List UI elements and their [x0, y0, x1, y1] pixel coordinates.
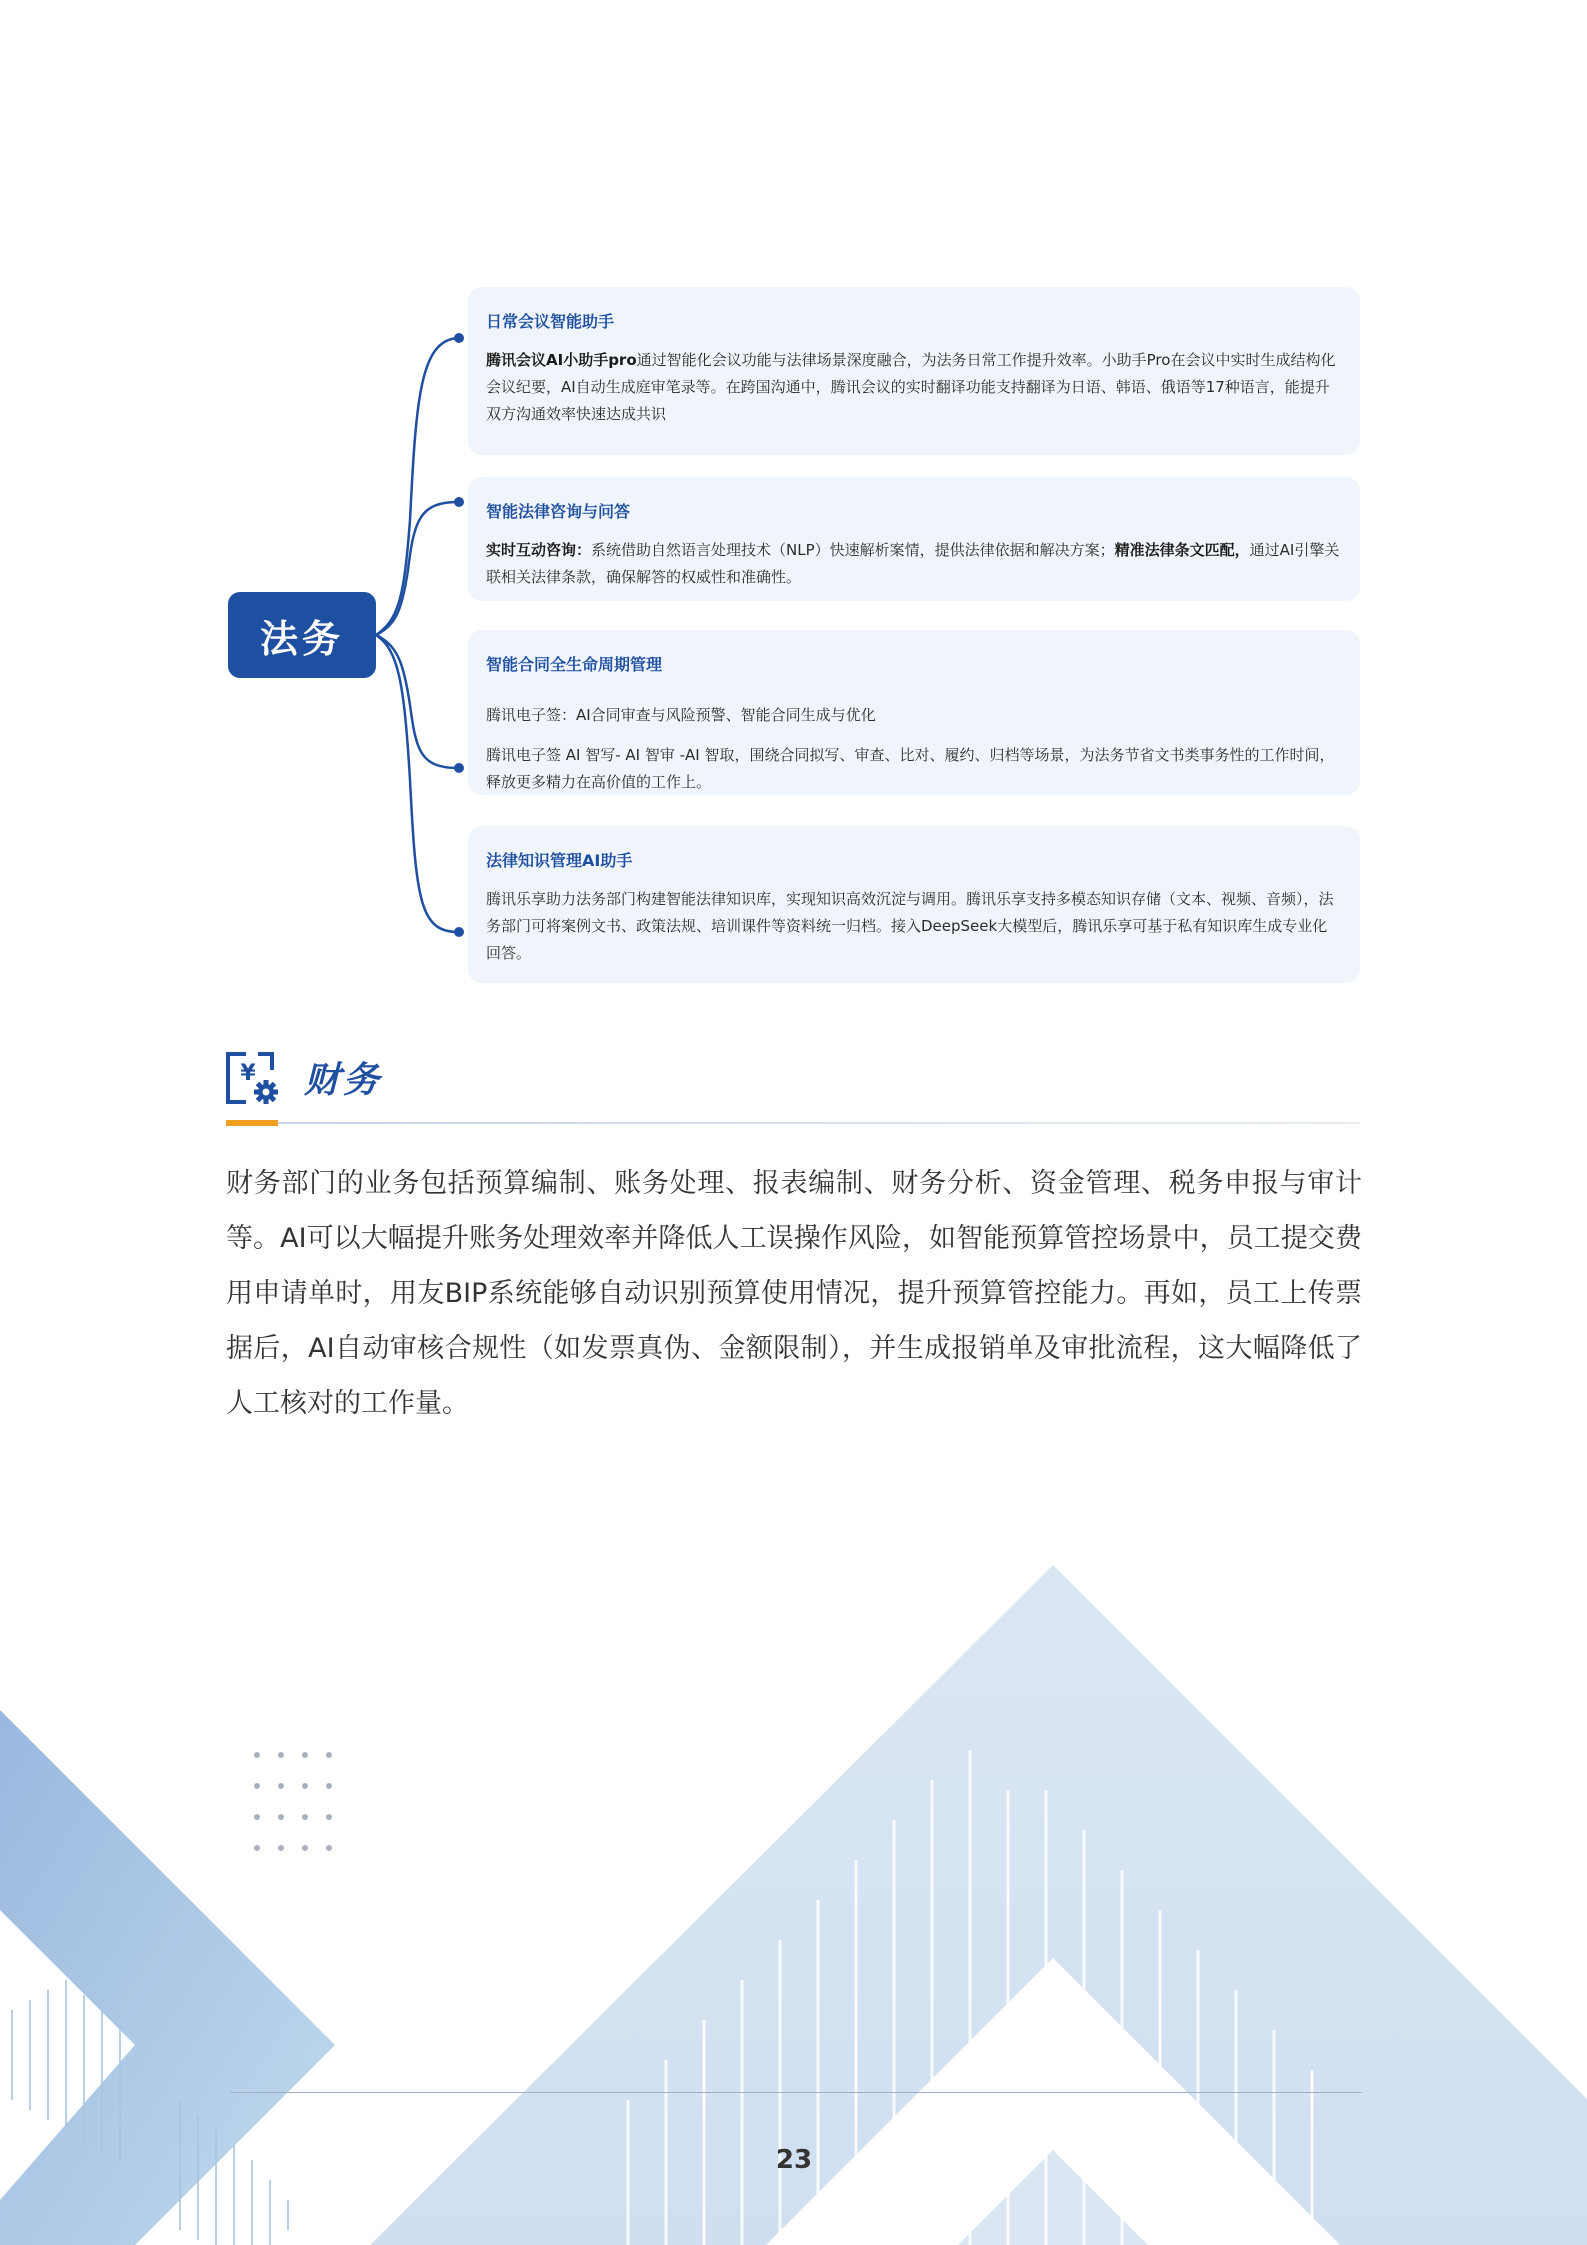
mindmap-card-legal-knowledge: [468, 826, 1360, 983]
card-text-bold: 腾讯会议AI小助手pro: [486, 351, 637, 369]
page-number: 23: [775, 2145, 813, 2175]
section-divider: [226, 1122, 1360, 1124]
mindmap-root-node: 法务: [228, 592, 376, 678]
connector-dot: [454, 927, 464, 937]
card-text-bold: 实时互动咨询：: [486, 541, 592, 559]
connector-dot: [454, 497, 464, 507]
finance-yen-gear-icon: [224, 1050, 282, 1106]
connector-dot: [454, 763, 464, 773]
card-text-bold: 精准法律条文匹配，: [1114, 541, 1250, 559]
section-accent-bar: [226, 1120, 278, 1126]
section-paragraph: 财务部门的业务包括预算编制、账务处理、报表编制、财务分析、资金管理、税务申报与审计等。AI可以大幅提升账务处理效率并降低人工误操作风险，如智能预算管控场景中，员工提交费用申请单时，用友BIP系统能够自动识别预算使用情况，提升预算管控能力。再如，员工上传票据后，AI自动审核合规性（如发票真伪、金额限制），并生成报销单及审批流程，这大幅降低了人工核对的工作量。: [226, 1168, 1362, 1419]
card-title: 日常会议智能助手: [486, 312, 615, 331]
card-title: 智能法律咨询与问答: [486, 502, 631, 521]
mindmap-card-contract-lifecycle: [468, 630, 1360, 795]
card-text-body: 通过智能化会议功能与法律场景深度融合，为法务日常工作提升效率。小助手Pro在会议中实时生成结构化会议纪要，AI自动生成庭审笔录等。在跨国沟通中，腾讯会议的实时翻译功能支持翻译为日语、韩语、俄语等17种语言，能提升双方沟通效率快速达成共识: [486, 351, 1336, 423]
card-text: [486, 347, 1342, 428]
card-text: [486, 537, 1342, 591]
card-text-body: 通过AI引擎关联相关法律条款，确保解答的权威性和准确性。: [486, 541, 1340, 586]
card-title: 法律知识管理AI助手: [486, 851, 633, 870]
footer-divider: [230, 2092, 1362, 2093]
section-title: 财务: [304, 1060, 383, 1101]
card-title: 智能合同全生命周期管理: [486, 655, 663, 674]
card-text: 腾讯电子签 AI 智写- AI 智审 -AI 智取，围绕合同拟写、审查、比对、履约、归档等场景，为法务节省文书类事务性的工作时间，释放更多精力在高价值的工作上。: [486, 746, 1335, 791]
connector-dot: [454, 333, 464, 343]
card-text-body: 系统借助自然语言处理技术（NLP）快速解析案情，提供法律依据和解决方案；: [591, 541, 1115, 559]
mindmap-card-legal-consulting: [468, 477, 1360, 601]
mindmap-card-meeting-assistant: [468, 287, 1360, 455]
card-text: 腾讯乐享助力法务部门构建智能法律知识库，实现知识高效沉淀与调用。腾讯乐享支持多模态知识存储（文本、视频、音频），法务部门可将案例文书、政策法规、培训课件等资料统一归档。接入DeepSeek大模型后，腾讯乐享可基于私有知识库生成专业化回答。: [486, 890, 1334, 962]
card-text: 腾讯电子签：AI合同审查与风险预警、智能合同生成与优化: [486, 706, 876, 724]
svg-text:¥: ¥: [240, 1061, 256, 1086]
decorative-background: [0, 1540, 1587, 2245]
